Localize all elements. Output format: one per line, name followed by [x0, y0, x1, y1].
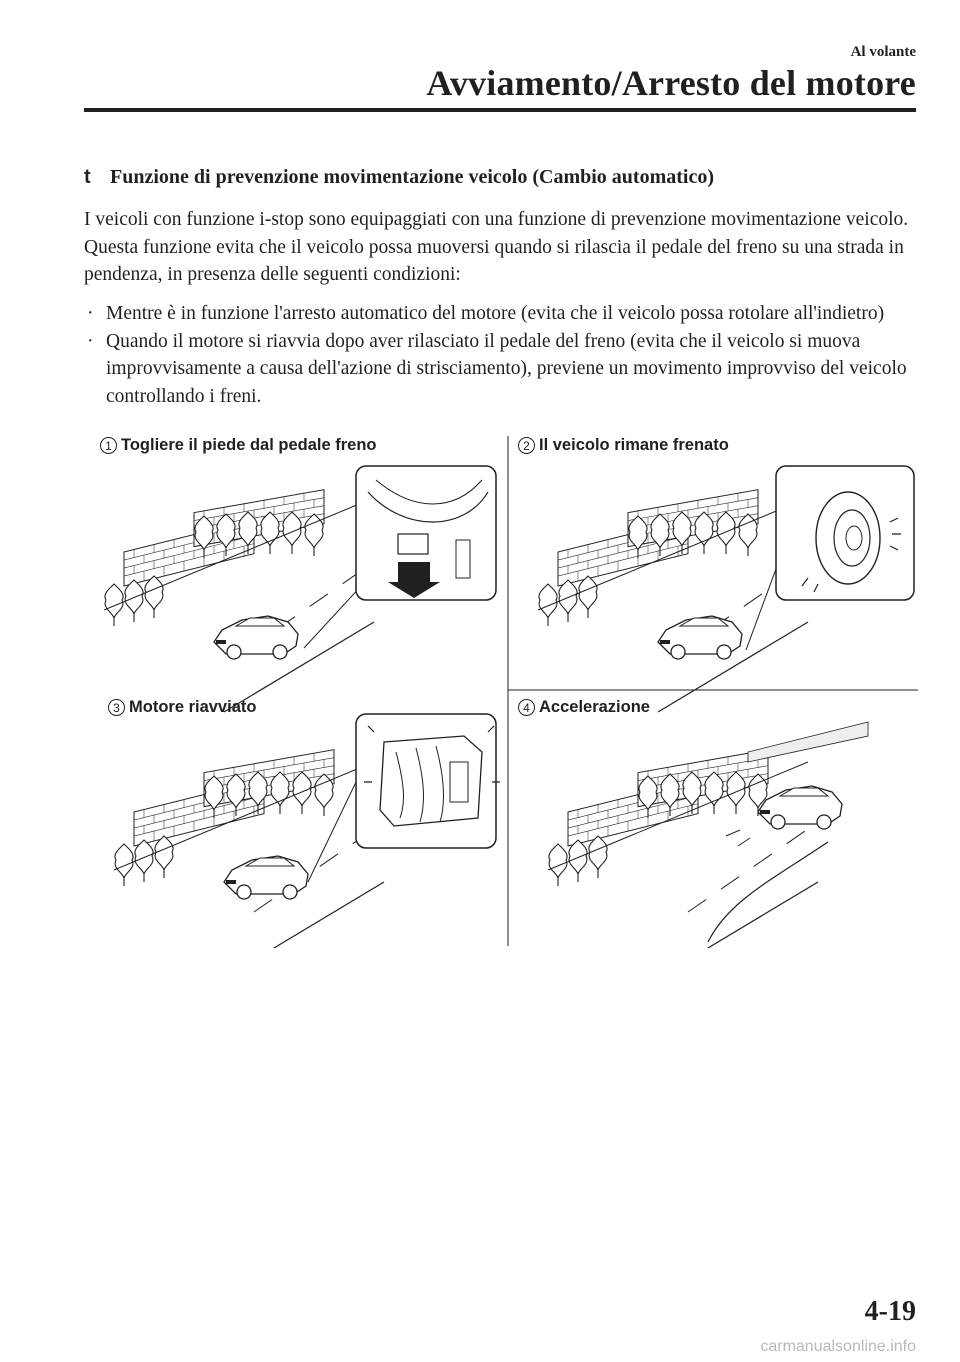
list-item	[84, 328, 916, 411]
step-number-badge: 4	[518, 699, 535, 716]
condition-list	[84, 300, 916, 410]
step-number-badge: 1	[100, 437, 117, 454]
bullet-icon: ·	[87, 330, 94, 352]
bullet-icon: ·	[87, 303, 94, 324]
section-heading	[84, 166, 714, 189]
panel-caption-text: Togliere il piede dal pedale freno	[121, 436, 377, 454]
header-rule	[84, 108, 916, 112]
running-header-section: Al volante	[850, 44, 916, 60]
page-number: 4-19	[864, 1296, 916, 1327]
step-number-badge: 2	[518, 437, 535, 454]
panel-caption-2	[518, 436, 729, 455]
panel-caption-4	[518, 698, 650, 717]
list-item	[84, 300, 916, 328]
chapter-title: Avviamento/Arresto del motore	[426, 63, 916, 103]
panel-caption-3	[108, 698, 256, 717]
panel-caption-1	[100, 436, 377, 455]
step-number-badge: 3	[108, 699, 125, 716]
list-item-text: Mentre è in funzione l'arresto automatico del motore (evita che il veicolo possa rotolare all'indietro)	[106, 303, 885, 324]
panel-caption-text: Il veicolo rimane frenato	[539, 436, 729, 454]
panel-caption-text: Accelerazione	[539, 698, 650, 716]
panel-caption-text: Motore riavviato	[129, 698, 257, 716]
watermark: carmanualsonline.info	[760, 1338, 916, 1355]
illustration-svg	[84, 432, 918, 948]
section-marker-icon: t	[84, 166, 91, 188]
illustration-figure	[84, 432, 918, 948]
list-item-text: Quando il motore si riavvia dopo aver rilasciato il pedale del freno (evita che il veicolo si muova improvvisamente a causa dell'azione di strisciamento), previene un movimento improvviso del veicolo controllando i freni.	[106, 330, 907, 407]
body-paragraph: I veicoli con funzione i-stop sono equipaggiati con una funzione di prevenzione movimentazione veicolo. Questa funzione evita che il veicolo possa muoversi quando si rilascia il pedale del freno su una strada in pendenza, in presenza delle seguenti condizioni:	[84, 209, 909, 285]
section-heading-text: Funzione di prevenzione movimentazione veicolo (Cambio automatico)	[110, 166, 715, 188]
